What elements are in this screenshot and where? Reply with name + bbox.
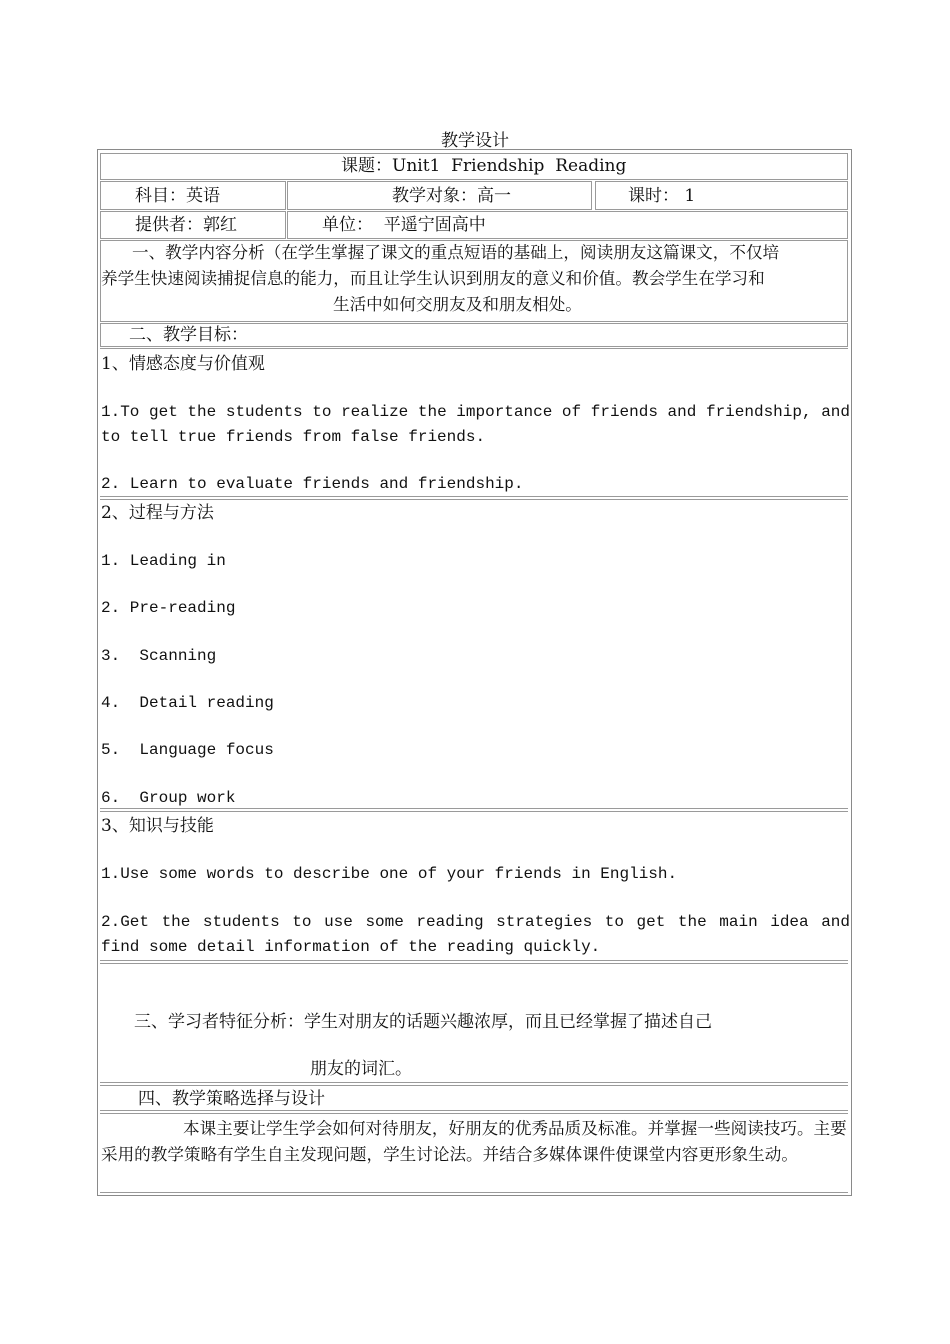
divider (100, 1113, 848, 1114)
goal3-item-1: 1.Use some words to describe one of your friends in English. (101, 865, 678, 883)
provider-label: 提供者：郭红 (135, 215, 237, 235)
periods-label: 课时： 1 (628, 186, 696, 206)
content-analysis-cell (100, 240, 848, 322)
process-step-2: 2. Pre-reading (101, 599, 236, 617)
strategy-body: 本课主要让学生学会如何对待朋友，好朋友的优秀品质及标准。并掌握一些阅读技巧。主要采用的教学策略有学生自主发现问题，学生讨论法。并结合多媒体课件使课堂内容更形象生动。 (101, 1119, 847, 1164)
process-step-4: 4. Detail reading (101, 694, 274, 712)
content-analysis-line-3: 生活中如何交朋友及和朋友相处。 (333, 295, 582, 314)
divider (100, 496, 848, 497)
document-title: 教学设计 (441, 131, 509, 151)
divider (100, 348, 848, 349)
goals-heading-cell (100, 323, 848, 347)
process-step-5: 5. Language focus (101, 741, 274, 759)
process-step-3: 3. Scanning (101, 647, 217, 665)
divider (100, 960, 848, 961)
divider (100, 963, 848, 964)
subject-cell (100, 181, 286, 210)
goal1-item-2: 2. Learn to evaluate friends and friendship. (101, 475, 524, 493)
audience-cell (287, 181, 592, 210)
divider (100, 1192, 848, 1193)
divider (100, 1085, 848, 1086)
divider (100, 808, 848, 809)
subject-label: 科目：英语 (135, 186, 220, 206)
divider (100, 811, 848, 812)
unit-cell (287, 211, 848, 239)
periods-cell (595, 181, 848, 210)
info-row-2 (100, 211, 848, 239)
provider-cell (100, 211, 286, 239)
content-analysis-line-2: 养学生快速阅读捕捉信息的能力，而且让学生认识到朋友的意义和价值。教会学生在学习和 (101, 269, 765, 288)
topic-label: 课题：Unit1 Friendship Reading (341, 156, 627, 176)
topic-row (100, 153, 848, 180)
divider (100, 1110, 848, 1111)
audience-label: 教学对象：高一 (392, 186, 511, 206)
goal2-heading: 2、过程与方法 (101, 503, 214, 523)
goal3-item-2: 2.Get the students to use some reading strategies to get the main idea and find some detail information of the reading quickly. (101, 913, 850, 956)
goals-heading: 二、教学目标： (129, 325, 248, 345)
strategy-heading: 四、教学策略选择与设计 (138, 1089, 325, 1109)
unit-label: 单位： 平遥宁固高中 (322, 215, 486, 235)
goal1-item-1: 1.To get the students to realize the importance of friends and friendship, and to tell true friends from false friends. (101, 403, 850, 446)
learner-analysis-line-1: 三、学习者特征分析：学生对朋友的话题兴趣浓厚，而且已经掌握了描述自己 (134, 1012, 712, 1032)
info-row-1 (100, 181, 848, 210)
goal3-heading: 3、知识与技能 (101, 816, 214, 836)
process-step-1: 1. Leading in (101, 552, 226, 570)
learner-analysis-line-2: 朋友的词汇。 (310, 1059, 412, 1079)
content-analysis-line-1: 一、教学内容分析（在学生掌握了课文的重点短语的基础上，阅读朋友这篇课文，不仅培 (132, 243, 780, 262)
process-step-6: 6. Group work (101, 789, 236, 807)
divider (100, 499, 848, 500)
divider (100, 1082, 848, 1083)
goal1-heading: 1、情感态度与价值观 (101, 354, 265, 374)
